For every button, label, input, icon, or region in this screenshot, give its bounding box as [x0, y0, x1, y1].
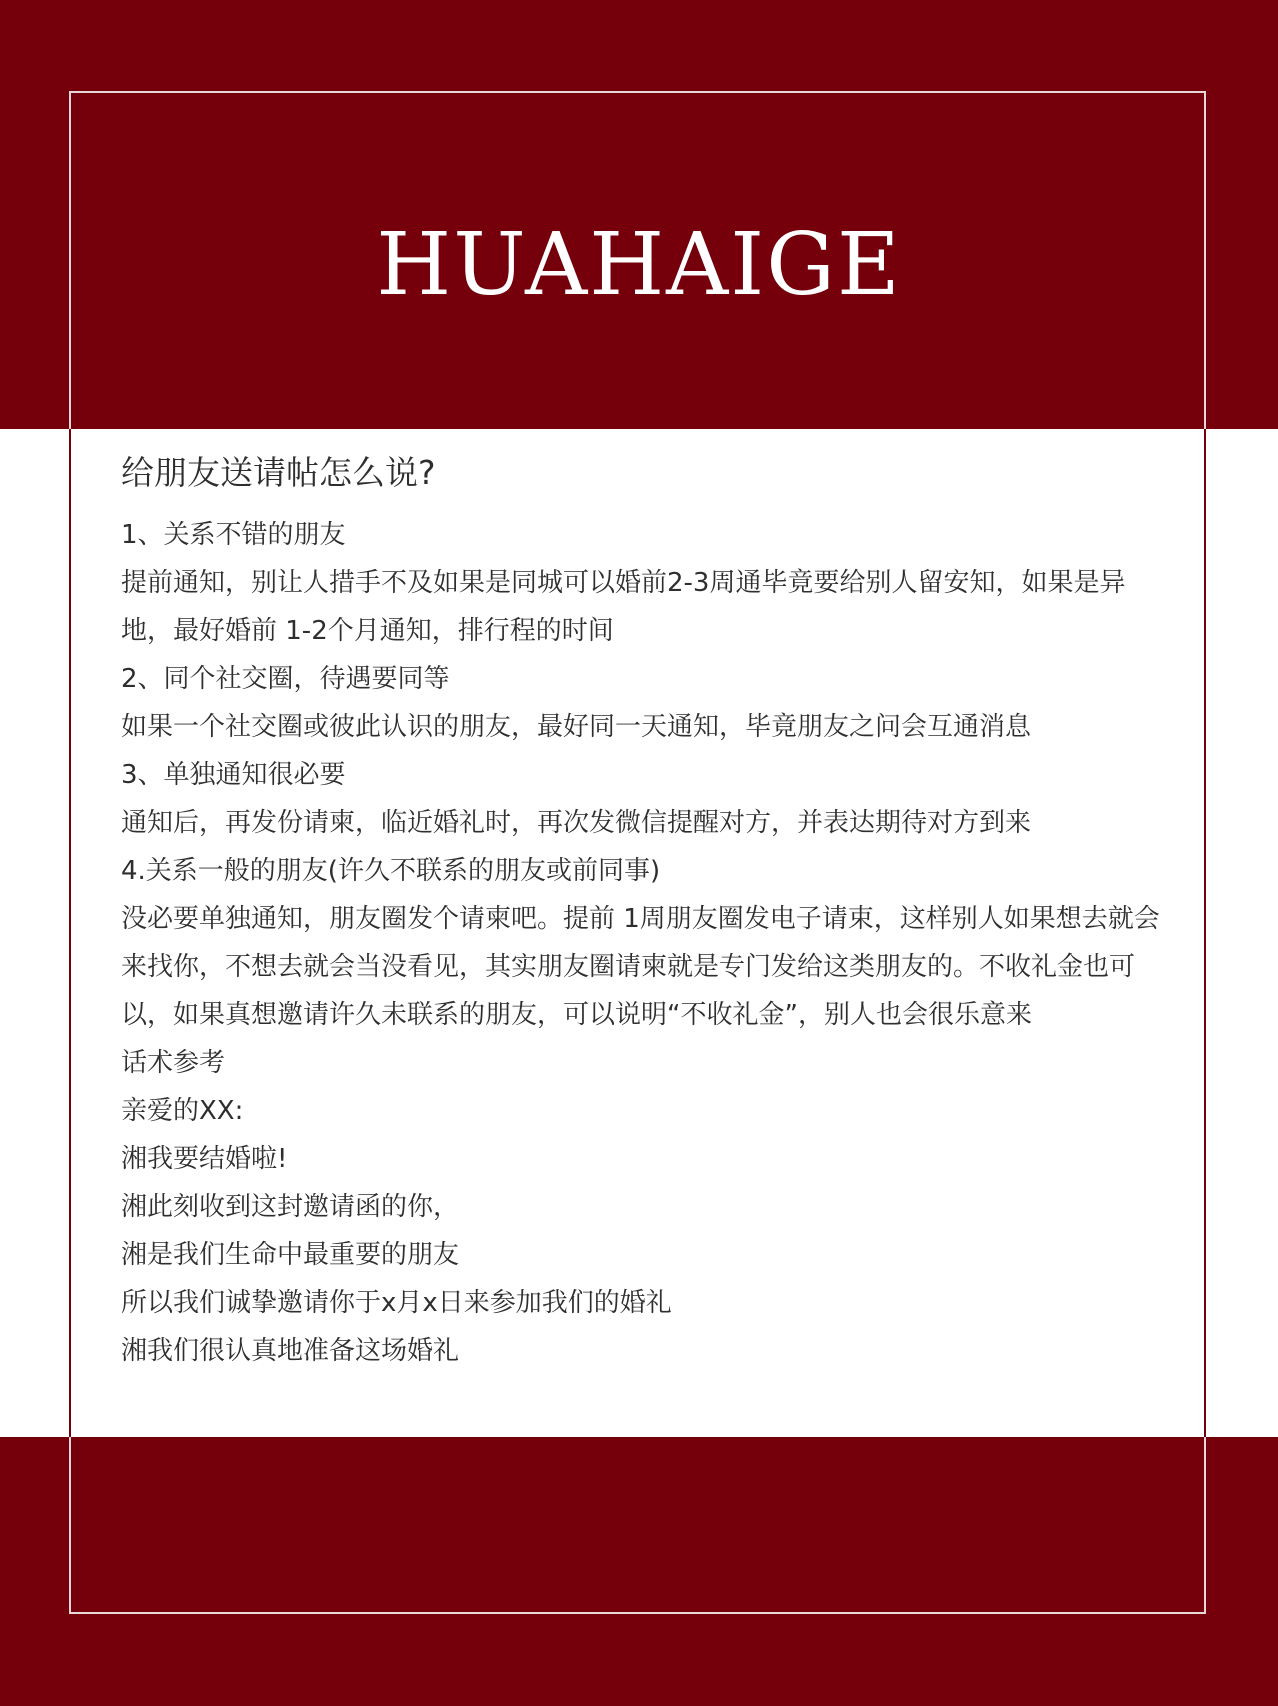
- article-body: [121, 445, 1166, 1375]
- text-line: 通知后，再发份请柬，临近婚礼时，再次发微信提醒对方，并表达期待对方到来: [121, 808, 1032, 838]
- text-line: 提前通知，别让人措手不及如果是同城可以婚前2-3周通毕竟要给别人留安知，如果是异地，最好婚前 1-2个月通知，排行程的时间: [121, 568, 1126, 646]
- text-line: 如果一个社交圈或彼此认识的朋友，最好同一天通知，毕竟朋友之问会互通消息: [121, 712, 1032, 742]
- text-line: 湘我们很认真地准备这场婚礼: [121, 1336, 460, 1366]
- text-line: 1、关系不错的朋友: [121, 520, 346, 550]
- text-line: 所以我们诚挚邀请你于x月x日来参加我们的婚礼: [121, 1288, 672, 1318]
- text-line: 湘是我们生命中最重要的朋友: [121, 1240, 460, 1270]
- text-line: 湘我要结婚啦!: [121, 1144, 288, 1174]
- article-heading: 给朋友送请帖怎么说?: [121, 453, 436, 492]
- text-line: 没必要单独通知，朋友圈发个请柬吧。提前 1周朋友圈发电子请束，这样别人如果想去就会来找你，不想去就会当没看见，其实朋友圈请柬就是专门发给这类朋友的。不收礼金也可以，如果真想邀请许久未联系的朋友，可以说明“不收礼金”，别人也会很乐意来: [121, 904, 1160, 1030]
- text-line: 湘此刻收到这封邀请函的你，: [121, 1192, 460, 1222]
- text-line: 亲爱的XX:: [121, 1096, 244, 1126]
- text-line: 2、同个社交圈，待遇要同等: [121, 664, 450, 694]
- text-line: 3、单独通知很必要: [121, 760, 346, 790]
- text-line: 4.关系一般的朋友(许久不联系的朋友或前同事): [121, 856, 661, 886]
- text-line: 话术参考: [121, 1048, 226, 1078]
- brand-title: HUAHAIGE: [376, 215, 902, 315]
